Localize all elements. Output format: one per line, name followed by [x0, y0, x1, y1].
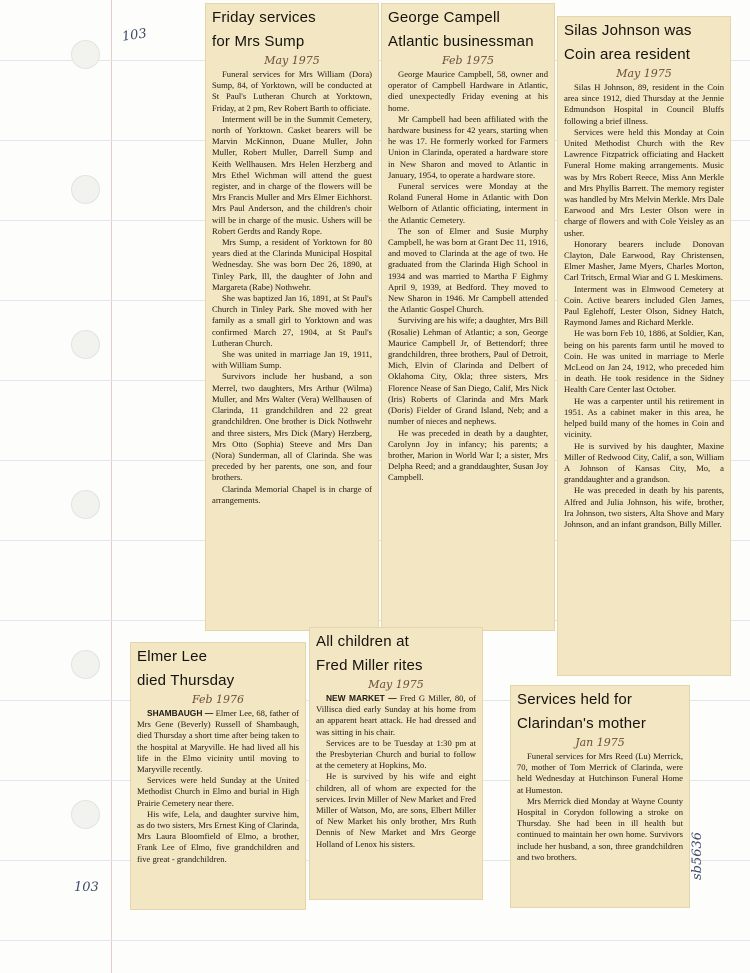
- headline-line: Fred Miller rites: [316, 657, 423, 674]
- clipping-lee: [131, 643, 305, 909]
- dateline: SHAMBAUGH —: [147, 708, 214, 718]
- binder-hole: [71, 330, 100, 359]
- article-paragraph: Survivors include her husband, a son Merrel, two daughters, Mrs Arthur (Wilma) Muller, and Mrs Walter (Vera) Wellhausen of Clarinda, 11 grandchildren and 22 great grandchildren. One brother is Dick Nothwehr and three sisters, Mrs Dick (Mary) Herzberg, Mrs Otto (Sophia) Steeve and Mrs Dan (Nora) Sunderman, all of Clarinda. She was preceded by her parents, one son, and four brothers.: [212, 371, 372, 483]
- article-paragraph: She was baptized Jan 16, 1891, at St Paul's Church in Tinley Park. She moved with her family as a small girl to Yorktown and was confirmed March 27, 1904, at St Paul's Lutheran Church.: [212, 293, 372, 348]
- binder-hole: [71, 175, 100, 204]
- margin-note-top: 103: [121, 26, 148, 45]
- handwritten-date: Feb 1975: [441, 54, 495, 67]
- article-paragraph: Interment was in Elmwood Cemetery at Coin. Active bearers included Glen James, Paul Eglehoff, Lester Olson, Sidney Hatch, Raymond James and Richard Merkle.: [564, 283, 724, 328]
- handwritten-date: Jan 1975: [575, 736, 625, 749]
- headline-line: Silas Johnson was: [564, 22, 692, 39]
- article-paragraph: Silas H Johnson, 89, resident in the Coin area since 1912, died Thursday at the Jennie Edmundson Hospital in Council Bluffs following a brief illness.: [564, 82, 724, 126]
- clipping-miller: [310, 628, 482, 899]
- ruled-line: [0, 940, 750, 941]
- handwritten-date: May 1975: [368, 678, 424, 691]
- headline-line: Atlantic businessman: [388, 33, 534, 50]
- headline-line: Services held for: [517, 691, 633, 708]
- article-paragraph: [316, 693, 476, 738]
- headline-line: Elmer Lee: [137, 648, 208, 665]
- article-paragraph: Funeral services were Monday at the Roland Funeral Home in Atlantic with Don Welborn of Atlantic officiating, interment in the Atlantic Cemetery.: [388, 181, 548, 225]
- article-paragraph: He was a carpenter until his retirement in 1951. As a cabinet maker in this area, he helped build many of the homes in Coin and vicinity.: [564, 395, 724, 440]
- article-paragraph: He was preceded in death by his parents, Alfred and Julia Johnson, his wife, brother, Ira Johnson, two sisters, Alta Shove and Mary Johnson, and an infant grandson, Billy Miller.: [564, 485, 724, 529]
- binder-hole: [71, 800, 100, 829]
- article-paragraph: Honorary bearers include Donovan Clayton, Dale Earwood, Ray Christensen, Elmer Masher, Jame Myers, Charles Morton, Carl Tritsch, Ermal Wiar and G L Meskimens.: [564, 238, 724, 283]
- clipping-merrick: [511, 686, 689, 907]
- article-text: Fred G Miller, 80, of Villisca died early Sunday at his home from an apparent heart attack. He had dressed and was sitting in his chair.: [316, 693, 476, 737]
- article-paragraph: Interment will be in the Summit Cemetery, north of Yorktown. Casket bearers will be Marvin McKinnon, Duane Muller, John Muller, Robert Muller, Darrell Sump and Keith Wellhausen. Mrs Helen Herzberg and Mrs Ethel Wichman will attend the guest register, and in charge of the flowers will be Mrs Francis Muller and Mrs Elmer Eichhorst. Mrs Paul Anderson, and the children's choir will be in charge of the music. Ushers will be Robert Gerdts and Randy Rope.: [212, 113, 372, 236]
- headline-line: Coin area resident: [564, 46, 691, 63]
- margin-line: [111, 0, 112, 973]
- headline-line: Friday services: [212, 9, 316, 26]
- binder-hole: [71, 40, 100, 69]
- article-paragraph: Services were held Sunday at the United Methodist Church in Elmo and burial in High Prairie Cemetery near there.: [137, 775, 299, 808]
- article-paragraph: [137, 708, 299, 775]
- article-paragraph: The son of Elmer and Susie Murphy Campbell, he was born at Grant Dec 11, 1916, and moved to Clarinda at the age of two. He graduated from the Clarinda High School in 1934 and was married to Martha F Eighmy April 9, 1939, at Bedford. They moved to New Sharon in 1946. Mr Campbell attended the Atlantic Gospel Church.: [388, 225, 548, 315]
- headline-line: for Mrs Sump: [212, 33, 305, 50]
- handwritten-date: Feb 1976: [191, 693, 245, 706]
- article-paragraph: He was preceded in death by a daughter, Carolynn Joy in infancy; his parents; a brother, Marion in World War I; a sister, Mrs Delpha Reed; and a granddaughter, Susan Joy Campbell.: [388, 427, 548, 483]
- article-paragraph: Funeral services for Mrs Reed (Lu) Merrick, 70, mother of Tom Merrick of Clarinda, were held Wednesday at Hutchinson Funeral Home at Humeston.: [517, 751, 683, 795]
- clipping-sump: [206, 4, 378, 630]
- article-paragraph: Mr Campbell had been affiliated with the hardware business for 42 years, starting when he was 17. He formerly worked for Farmers Union in Clarinda, operated a hardware store in New Sharon and moved to Atlantic in January, 1954, to operate a hardware store.: [388, 113, 548, 180]
- article-paragraph: Mrs Sump, a resident of Yorktown for 80 years died at the Clarinda Municipal Hospital Wednesday. She was born Dec 26, 1890, at Tinley Park, Ill, the daughter of John and Margareta (Rabe) Nothwehr.: [212, 237, 372, 292]
- headline-line: George Campell: [388, 9, 501, 26]
- handwritten-date: May 1975: [264, 54, 320, 67]
- article-paragraph: Mrs Merrick died Monday at Wayne County Hospital in Corydon following a stroke on Thursday. She had been in ill health but continued to maintain her own home. Survivors include her husband, a son, three grandchildren and two brothers.: [517, 795, 683, 862]
- dateline: NEW MARKET —: [326, 693, 397, 703]
- clipping-campell: [382, 4, 554, 630]
- article-paragraph: Clarinda Memorial Chapel is in charge of arrangements.: [212, 483, 372, 505]
- margin-note-bottom: 103: [74, 880, 99, 895]
- handwritten-date: May 1975: [616, 67, 672, 80]
- margin-note-right: sb5636: [690, 831, 705, 880]
- article-paragraph: Surviving are his wife; a daughter, Mrs Bill (Rosalie) Lehman of Atlantic; a son, George Maurice Campbell Jr, of Bettendorf; three grandchildren, three brothers, Paul of Detroit, Mich, Elvin of Clarinda and Delbert of Oklahoma City, Okla; three sisters, Mrs Florence Nease of San Diego, Calif, Mrs Nick (Iris) Roberts of Clarinda and Mrs Mark (Doris) Fielder of Grand Island, Neb; and a number of nieces and nephews.: [388, 315, 548, 427]
- article-paragraph: Services were held this Monday at Coin United Methodist Church with the Rev Lawrence Fitzpatrick officiating and Hackett Funeral Home making arrangements. Music was by Mrs Robert Reece, Miss Ann Merkle and Mrs Phyllis Barrett. The memory register was handled by Mrs Melvin Merkle. Mrs Dale Earwood and Mrs Lester Olson were in charge of flowers and with Cole Yeisley as an usher.: [564, 126, 724, 238]
- headline-line: Clarindan's mother: [517, 715, 647, 732]
- article-paragraph: She was united in marriage Jan 19, 1911, with William Sump.: [212, 349, 372, 371]
- article-paragraph: His wife, Lela, and daughter survive him, as do two sisters, Mrs Ernest King of Clarinda, Mrs Laura Bloomfield of Elmo, a brother, Frank Lee of Elmo, five grandchildren and five great - grandchildren.: [137, 808, 299, 864]
- headline-line: died Thursday: [137, 672, 235, 689]
- binder-hole: [71, 650, 100, 679]
- article-paragraph: George Maurice Campbell, 58, owner and operator of Campbell Hardware in Atlantic, died unexpectedly Friday evening at his home.: [388, 69, 548, 113]
- headline-line: All children at: [316, 633, 410, 650]
- article-text: Elmer Lee, 68, father of Mrs Gene (Beverly) Russell of Shambaugh, died Thursday a short time after being taken to the hospital at Maryville. He had lived all his life in the Elmo vicinity until moving to Maryville recently.: [137, 708, 299, 775]
- article-paragraph: Services are to be Tuesday at 1:30 pm at the Presbyterian Church and burial to follow at the cemetery at Hopkins, Mo.: [316, 737, 476, 771]
- article-paragraph: He is survived by his daughter, Maxine Miller of Redwood City, Calif, a son, William A Johnson of Kansas City, Mo, a granddaughter and a grandson.: [564, 440, 724, 485]
- article-paragraph: He is survived by his wife and eight children, all of whom are expected for the services. Irvin Miller of New Market and Fred Miller of Watson, Mo, are sons, Elbert Miller of New Market his only brother, Mrs Ruth Dennis of New Market and Mrs George Holland of Lenox his sisters.: [316, 771, 476, 849]
- article-paragraph: He was born Feb 10, 1886, at Soldier, Kan, being on his parents farm until he moved to Coin. He was united in marriage to Merle McLeod on Jan 24, 1912, who preceded him in death. He took residence in the Sidney Health Care Center last October.: [564, 328, 724, 395]
- binder-hole: [71, 490, 100, 519]
- article-paragraph: Funeral services for Mrs William (Dora) Sump, 84, of Yorktown, will be conducted at St Paul's Lutheran Church at Yorktown, Friday, at 2 pm, Rev Robert Barth to officiate.: [212, 69, 372, 113]
- clipping-johnson: [558, 17, 730, 675]
